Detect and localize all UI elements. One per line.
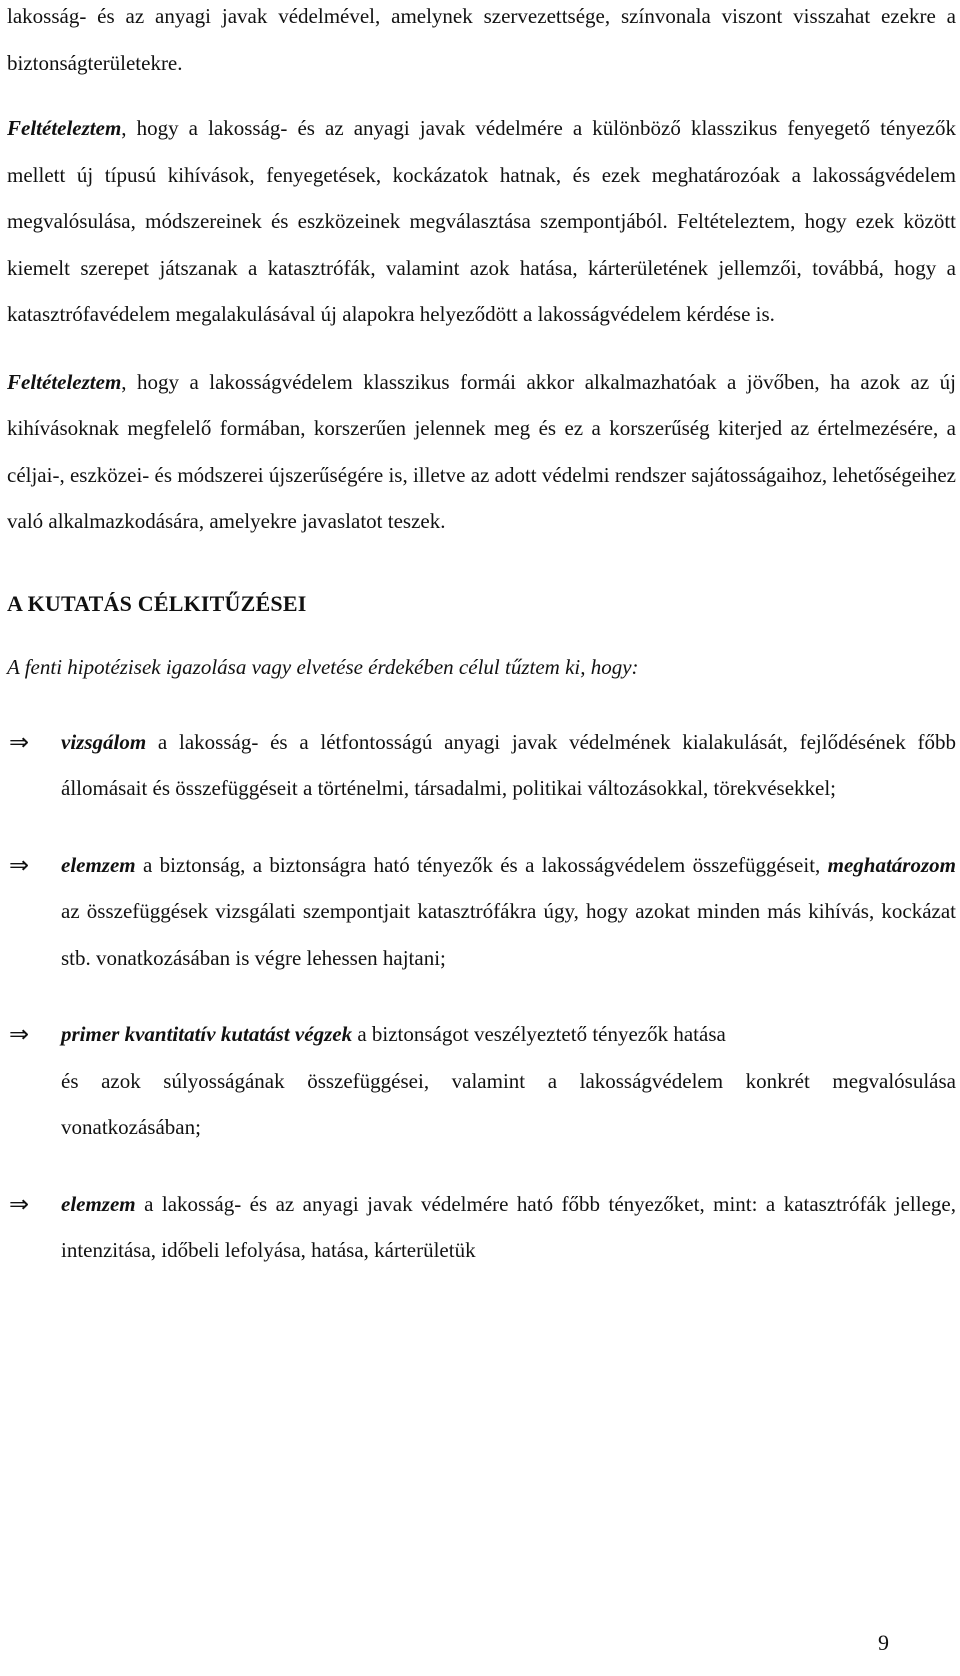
hypothesis-text-2: , hogy a lakosságvédelem klasszikus formái akkor alkalmazhatóak a jövőben, ha azok az új kihívásoknak megfelelő formában, korszerűen jelennek meg és ez a korszerűség kiterjed az értelmezésére, a céljai-, eszközei- és módszerei újszerűségére is, illetve az adott védelmi rendszer sajátosságaihoz, lehetőségeihez való alkalmazkodására, amelyekre javaslatot teszek. [7, 369, 956, 533]
intro-paragraph [7, 0, 956, 86]
objective-item-1 [7, 719, 956, 812]
objectives-lead: A fenti hipotézisek igazolása vagy elvetése érdekében célul tűztem ki, hogy: [7, 654, 639, 679]
arrow-icon: ⇒ [9, 727, 30, 756]
page-number: 9 [878, 1630, 889, 1655]
objective-line-3a [61, 1011, 956, 1058]
objective-item-3 [7, 1011, 956, 1151]
arrow-icon: ⇒ [9, 850, 30, 879]
hypothesis-paragraph-2 [7, 359, 956, 545]
document-page [7, 0, 956, 1274]
objective-keyword-3: primer kvantitatív kutatást végzek [61, 1022, 353, 1046]
objective-text-3b: és azok súlyosságának összefüggései, valamint a lakosságvédelem konkrét megvalósulása vonatkozásában; [61, 1068, 956, 1139]
hypothesis-lead-1: Feltételeztem [7, 116, 122, 140]
objective-keyword-2: elemzem [61, 852, 136, 877]
objective-keyword-4: elemzem [61, 1191, 136, 1216]
objective-text-3a: a biztonságot veszélyeztető tényezők hatása [352, 1022, 726, 1046]
objective-text-4: a lakosság- és az anyagi javak védelmére ható főbb tényezőket, mint: a katasztrófák jellege, intenzitása, időbeli lefolyása, hatása, kárterületük [61, 1191, 956, 1262]
objective-keyword-1: vizsgálom [61, 729, 147, 754]
hypothesis-lead-2: Feltételeztem [7, 369, 122, 394]
section-heading: A KUTATÁS CÉLKITŰZÉSEI [7, 590, 307, 616]
hypothesis-text-1: , hogy a lakosság- és az anyagi javak védelmére a különböző klasszikus fenyegető tényezők mellett új típusú kihívások, fenyegetések, kockázatok hatnak, és ezek meghatározóak a lakosságvédelem megvalósulása, módszereinek és eszközeinek megválasztása szempontjából. Feltételeztem, hogy ezek között kiemelt szerepet játszanak a katasztrófák, valamint azok hatása, kárterületének jellemzői, továbbá, hogy a katasztrófavédelem megalakulásával új alapokra helyeződött a lakosságvédelem kérdése is. [7, 116, 956, 326]
objective-item-4 [7, 1181, 956, 1274]
objective-item-2 [7, 842, 956, 982]
objective-text-1: a lakosság- és a létfontosságú anyagi javak védelmének kialakulását, fejlődésének főbb állomásait és összefüggéseit a történelmi, társadalmi, politikai változásokkal, törekvésekkel; [61, 729, 956, 800]
hypothesis-paragraph-1 [7, 105, 956, 338]
objective-text-2b: az összefüggések vizsgálati szempontjait katasztrófákra úgy, hogy azokat minden más kihívás, kockázat stb. vonatkozásában is végre lehessen hajtani; [61, 899, 956, 970]
arrow-icon: ⇒ [9, 1020, 30, 1048]
objective-text-2a: a biztonság, a biztonságra ható tényezők és a lakosságvédelem összefüggéseit, [135, 852, 828, 877]
intro-text: lakosság- és az anyagi javak védelmével, amelynek szervezettsége, színvonala viszont visszahat ezekre a biztonságterületekre. [7, 4, 956, 75]
objective-keyword-2b: meghatározom [827, 852, 956, 877]
arrow-icon: ⇒ [9, 1189, 30, 1218]
